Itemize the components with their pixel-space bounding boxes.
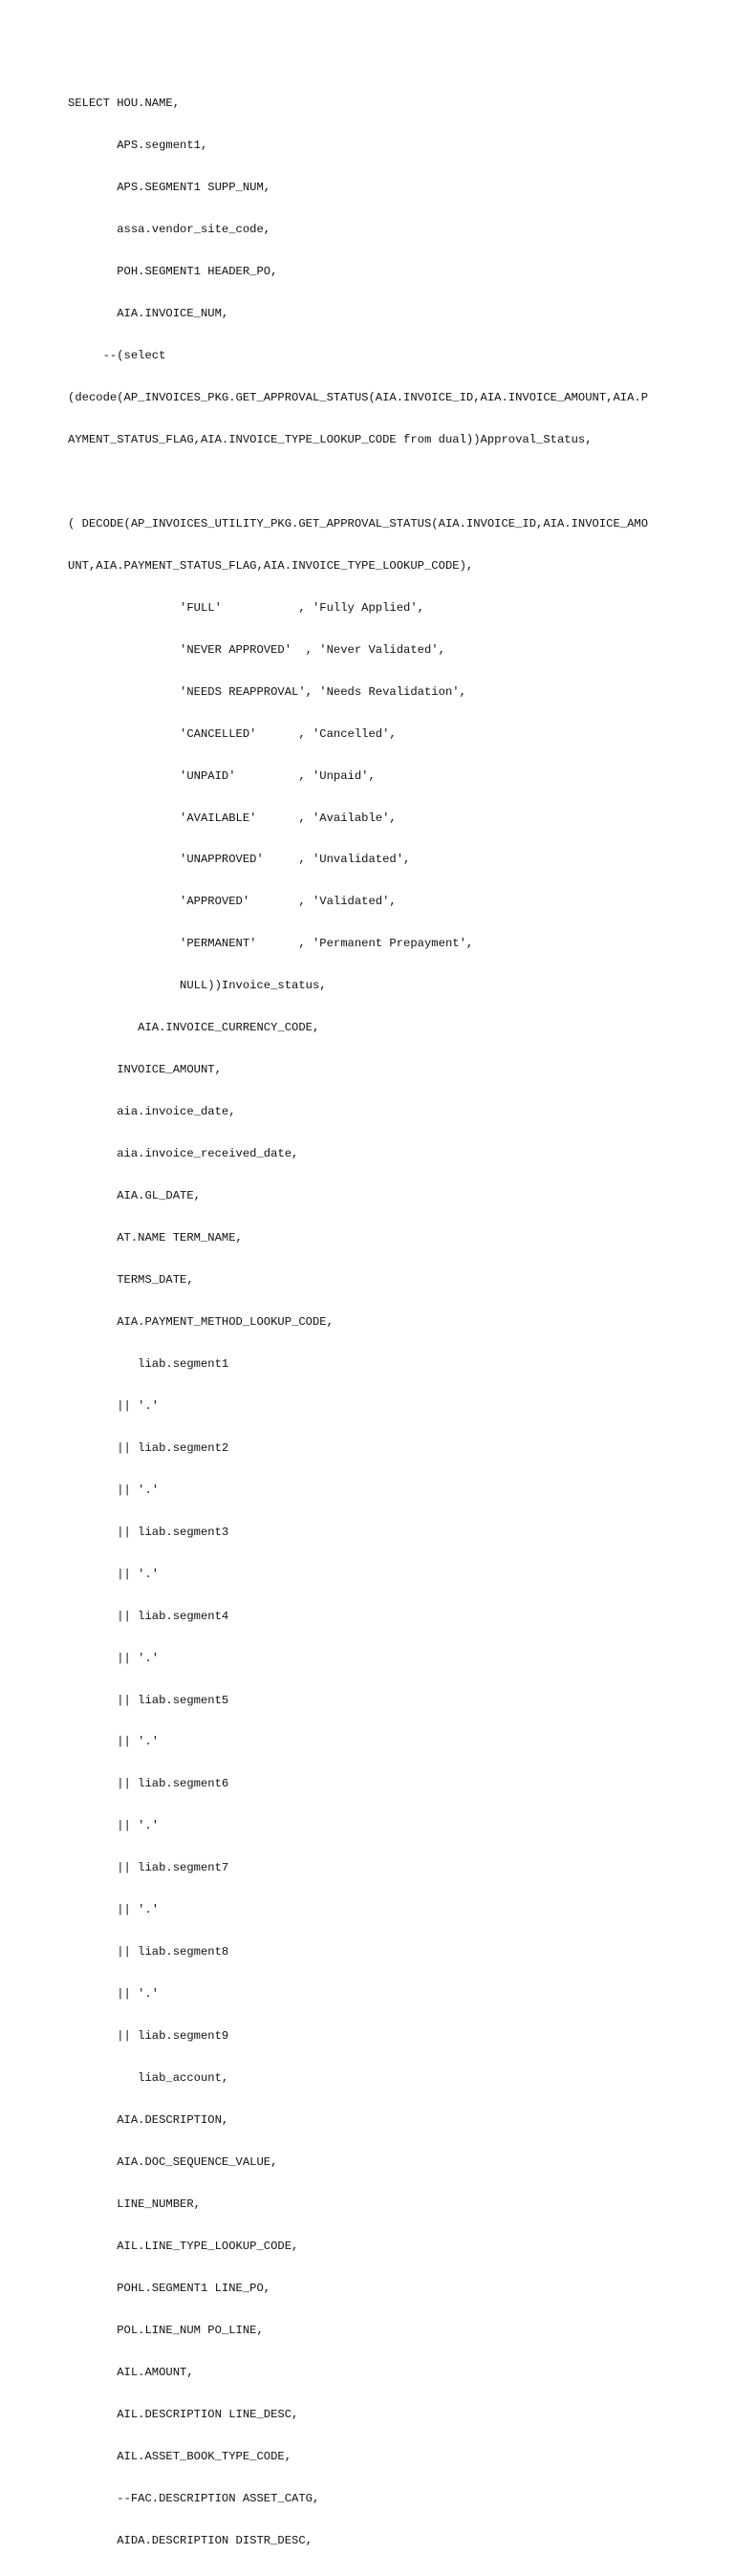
code-line: 'CANCELLED' , 'Cancelled', [68,726,397,741]
code-line: INVOICE_AMOUNT, [68,1063,222,1077]
code-line: ( DECODE(AP_INVOICES_UTILITY_PKG.GET_APPROVAL_STATUS(AIA.INVOICE_ID,AIA.INVOICE_AMO [68,516,649,530]
code-line: liab.segment1 [68,1356,229,1371]
code-line: || liab.segment9 [68,2029,229,2044]
code-line: 'FULL' , 'Fully Applied', [68,600,424,615]
code-line: || liab.segment7 [68,1861,229,1875]
code-line: || '.' [68,1987,160,2002]
code-line: 'APPROVED' , 'Validated', [68,895,397,909]
code-line: APS.SEGMENT1 SUPP_NUM, [68,181,271,195]
code-line: POH.SEGMENT1 HEADER_PO, [68,265,278,279]
code-line: APS.segment1, [68,139,208,153]
code-line: 'NEVER APPROVED' , 'Never Validated', [68,642,445,657]
code-line: || liab.segment2 [68,1440,229,1455]
code-line: || liab.segment8 [68,1945,229,1959]
code-line: 'PERMANENT' , 'Permanent Prepayment', [68,937,474,951]
code-line: || '.' [68,1651,160,1665]
code-line: UNT,AIA.PAYMENT_STATUS_FLAG,AIA.INVOICE_TYPE_LOOKUP_CODE), [68,558,474,573]
code-line: || '.' [68,1483,160,1497]
sql-code-block [68,69,699,2576]
code-line: AIA.DESCRIPTION, [68,2113,229,2128]
code-line: AIA.INVOICE_NUM, [68,307,229,321]
code-line: || '.' [68,1398,160,1413]
code-line: AIL.ASSET_BOOK_TYPE_CODE, [68,2449,292,2463]
code-line: POHL.SEGMENT1 LINE_PO, [68,2281,271,2295]
code-line: || '.' [68,1567,160,1581]
code-line: || liab.segment4 [68,1609,229,1623]
code-line: 'NEEDS REAPPROVAL', 'Needs Revalidation', [68,684,466,699]
code-line: || liab.segment6 [68,1777,229,1791]
code-line: liab_account, [68,2071,229,2086]
code-line: AIL.AMOUNT, [68,2365,194,2379]
code-line: AIA.INVOICE_CURRENCY_CODE, [68,1021,320,1035]
code-line: || '.' [68,1819,160,1833]
code-line: 'UNAPPROVED' , 'Unvalidated', [68,853,411,867]
code-line: AIL.DESCRIPTION LINE_DESC, [68,2407,299,2421]
code-line: AT.NAME TERM_NAME, [68,1231,243,1245]
code-line: 'UNPAID' , 'Unpaid', [68,768,376,783]
code-line: || liab.segment3 [68,1525,229,1539]
code-line: || '.' [68,1735,160,1749]
code-line [68,475,699,489]
code-line: AIDA.DESCRIPTION DISTR_DESC, [68,2533,313,2547]
code-line: POL.LINE_NUM PO_LINE, [68,2323,264,2337]
code-line: TERMS_DATE, [68,1273,194,1287]
code-line: assa.vendor_site_code, [68,223,271,237]
code-line: aia.invoice_date, [68,1105,236,1119]
code-line: AIA.GL_DATE, [68,1189,201,1203]
code-line: || liab.segment5 [68,1693,229,1707]
code-line: aia.invoice_received_date, [68,1147,299,1161]
code-line: --(select [68,349,166,363]
code-line: AIA.PAYMENT_METHOD_LOOKUP_CODE, [68,1314,334,1329]
code-line: || '.' [68,1903,160,1917]
code-line: 'AVAILABLE' , 'Available', [68,811,397,825]
code-line: (decode(AP_INVOICES_PKG.GET_APPROVAL_STATUS(AIA.INVOICE_ID,AIA.INVOICE_AMOUNT,AIA.P [68,390,649,404]
code-line: AYMENT_STATUS_FLAG,AIA.INVOICE_TYPE_LOOKUP_CODE from dual))Approval_Status, [68,432,593,446]
code-line: --FAC.DESCRIPTION ASSET_CATG, [68,2491,320,2505]
code-line: AIL.LINE_TYPE_LOOKUP_CODE, [68,2239,299,2253]
code-line: SELECT HOU.NAME, [68,97,181,111]
code-line: AIA.DOC_SEQUENCE_VALUE, [68,2155,278,2170]
code-line: LINE_NUMBER, [68,2197,201,2211]
code-line: NULL))Invoice_status, [68,979,327,993]
